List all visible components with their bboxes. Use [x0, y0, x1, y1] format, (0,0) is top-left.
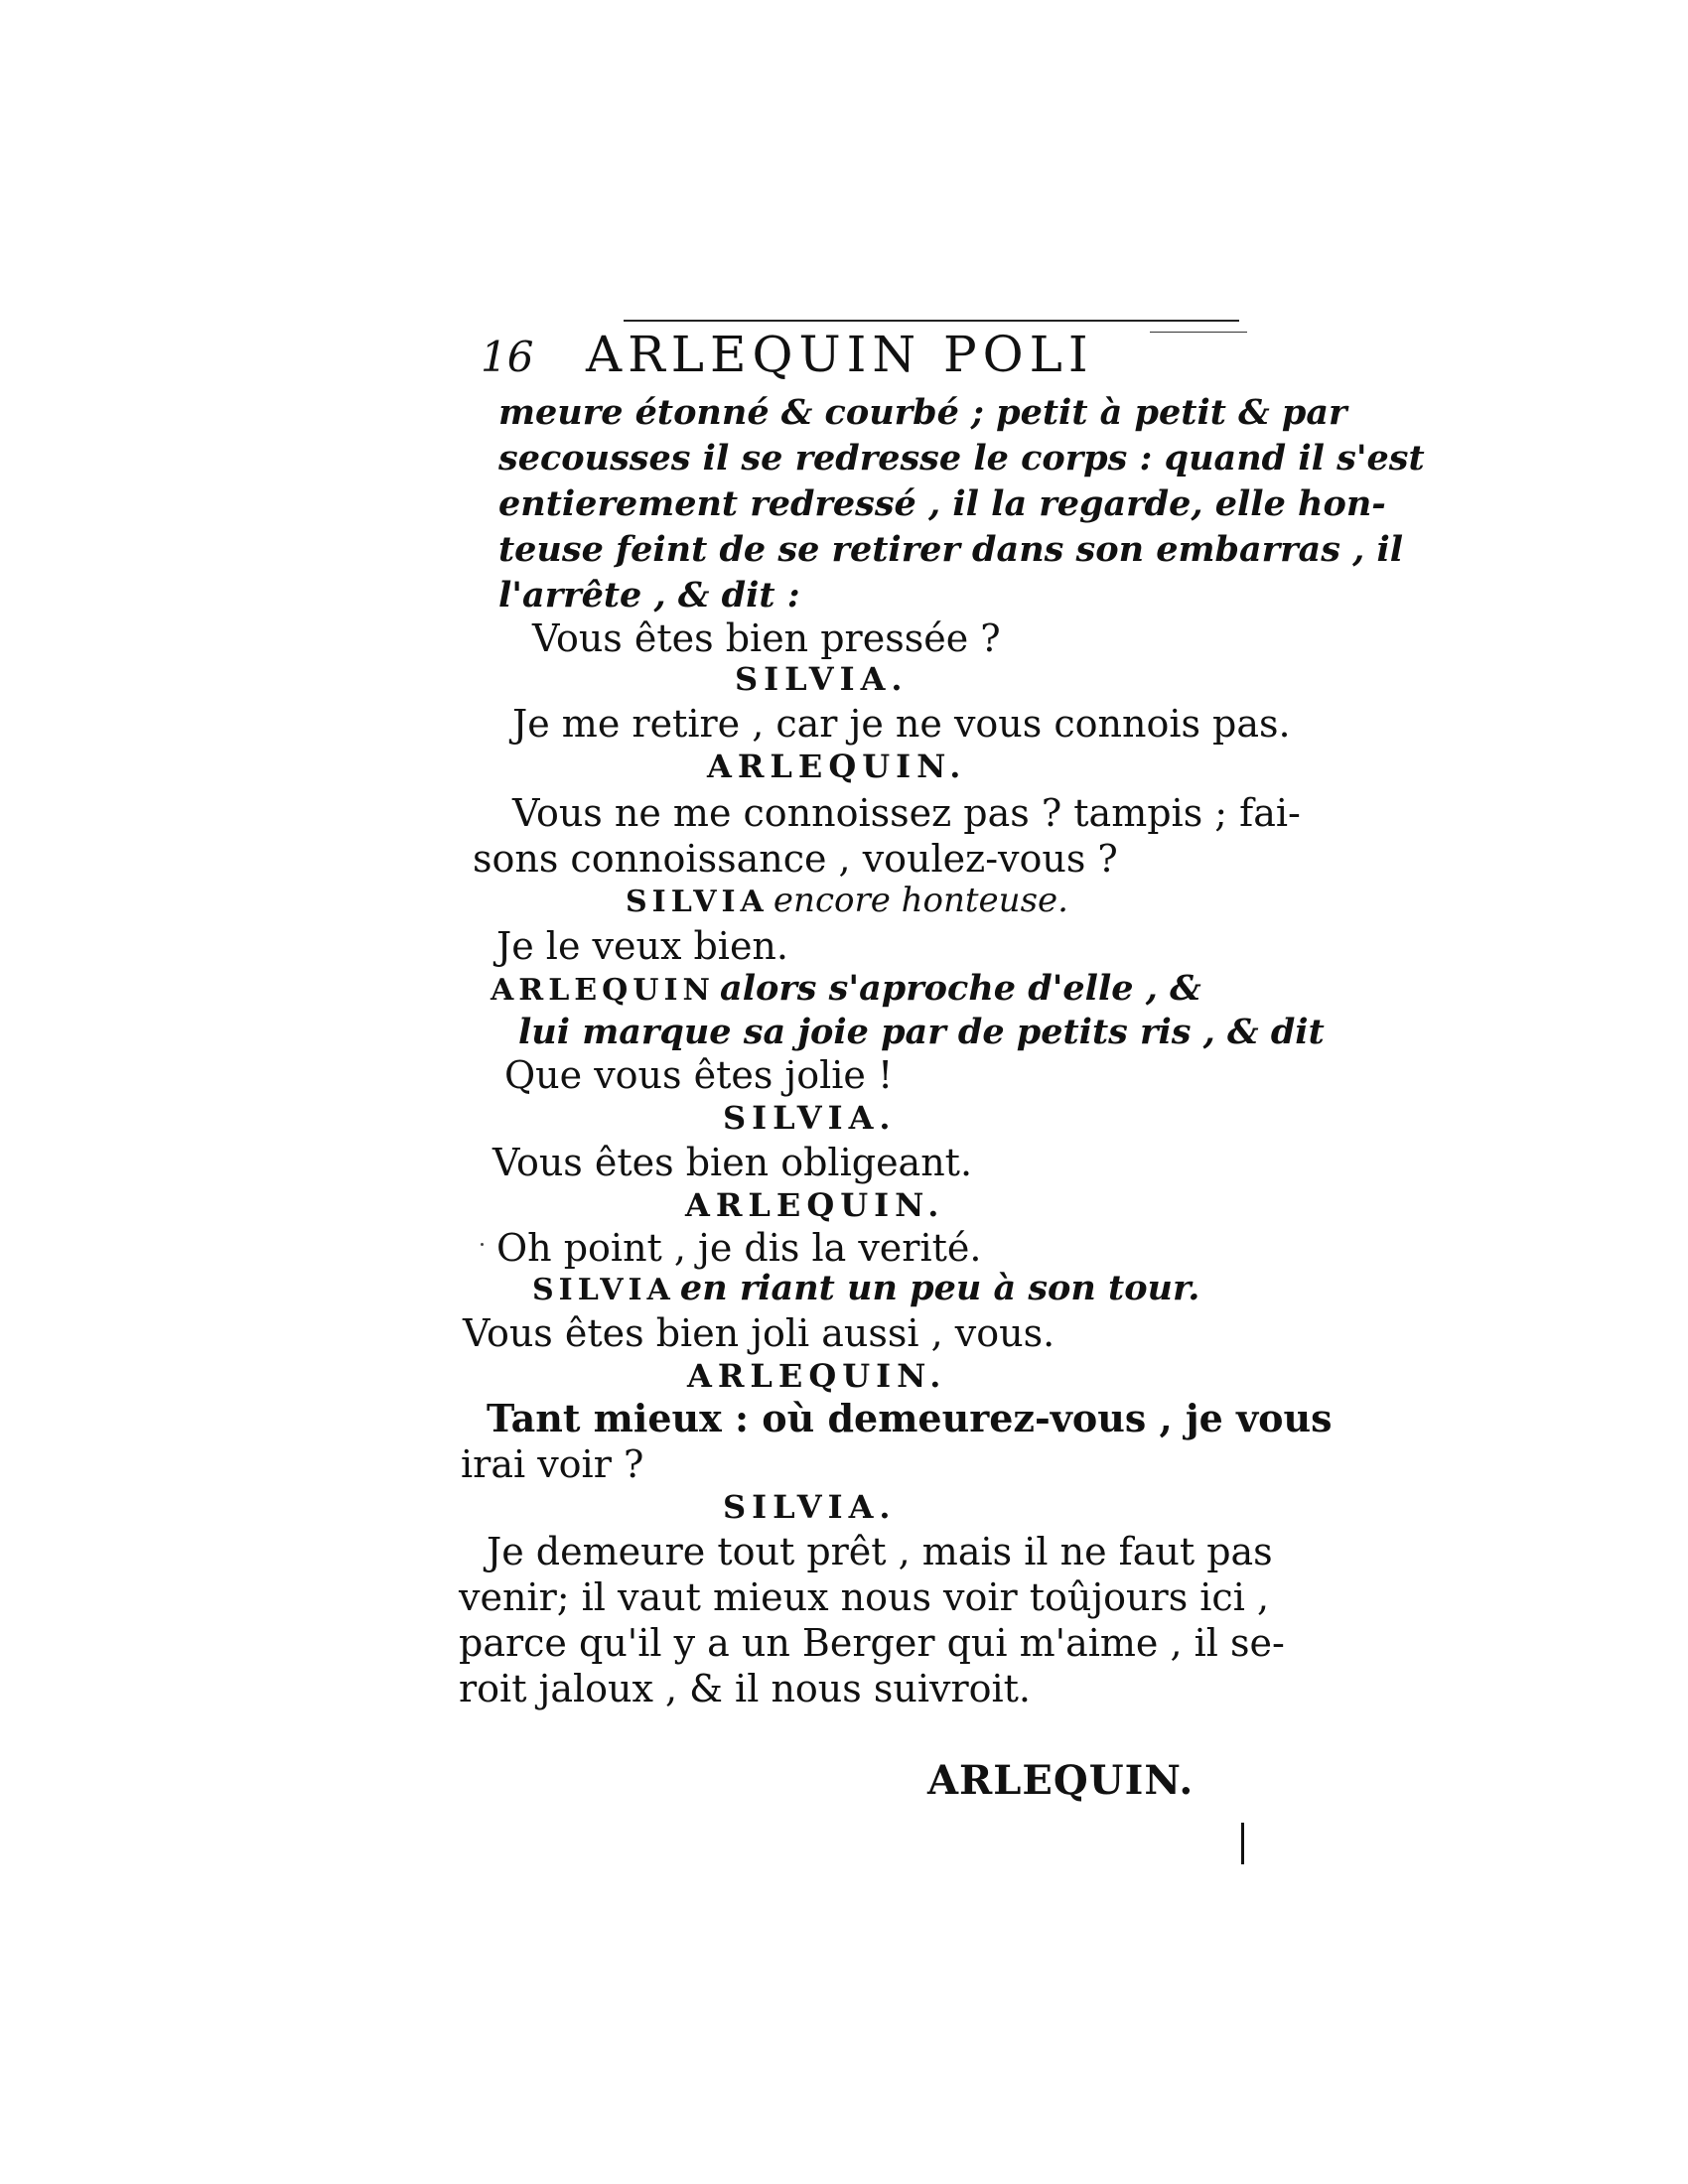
stage-direction-line: teuse feint de se retirer dans son embarras , il: [498, 529, 1404, 570]
speaker-name: SILVIA.: [735, 660, 909, 698]
header-rule-tail: [1150, 332, 1247, 333]
dialogue-line: Tant mieux : où demeurez-vous , je vous: [487, 1396, 1333, 1440]
speaker-name: ARLEQUIN.: [707, 748, 967, 785]
margin-mark: [1241, 1823, 1244, 1864]
stage-direction: en riant un peu à son tour.: [679, 1268, 1200, 1308]
dialogue-line: roit jaloux , & il nous suivroit.: [459, 1667, 1031, 1710]
dialogue-line: Que vous êtes jolie !: [504, 1053, 894, 1097]
speaker-name: ARLEQUIN.: [687, 1357, 947, 1395]
dialogue-line: Je le veux bien.: [496, 924, 788, 968]
speaker-name: ARLEQUIN: [491, 973, 715, 1008]
dialogue-line: irai voir ?: [461, 1442, 644, 1486]
stage-direction-line: secousses il se redresse le corps : quand il s'est: [498, 438, 1425, 478]
dialogue-line: Oh point , je dis la verité.: [496, 1226, 982, 1270]
dialogue-line: Je demeure tout prêt , mais il ne faut pas: [487, 1530, 1273, 1573]
stage-direction-line: entierement redressé , il la regarde, elle hon-: [498, 483, 1386, 524]
dialogue-line: Vous ne me connoissez pas ? tampis ; fai-: [512, 791, 1301, 835]
stage-direction: alors s'aproche d'elle , &: [720, 968, 1201, 1009]
speaker-name: SILVIA: [532, 1273, 675, 1307]
speaker-name: ARLEQUIN.: [685, 1186, 945, 1224]
speaker-with-direction: [626, 881, 1068, 920]
dialogue-line: Vous êtes bien joli aussi , vous.: [463, 1311, 1055, 1355]
running-title: ARLEQUIN POLI: [586, 326, 1094, 383]
speaker-with-direction: [532, 1268, 1200, 1308]
stage-direction-line: l'arrête , & dit :: [498, 575, 800, 615]
stage-direction: encore honteuse.: [773, 881, 1068, 920]
dialogue-line: Vous êtes bien obligeant.: [492, 1141, 973, 1184]
dialogue-line: parce qu'il y a un Berger qui m'aime , il se-: [459, 1621, 1285, 1665]
page-number: 16: [481, 333, 534, 381]
dialogue-line: Je me retire , car je ne vous connois pas.: [512, 702, 1291, 746]
stage-direction-line: lui marque sa joie par de petits ris , & dit: [518, 1012, 1325, 1052]
speaker-name: SILVIA.: [723, 1099, 897, 1137]
dialogue-line: sons connoissance , voulez-vous ?: [473, 837, 1118, 881]
stray-dot: [481, 1243, 484, 1246]
speaker-with-direction: [491, 968, 1201, 1009]
speaker-name: SILVIA: [626, 885, 769, 919]
stage-direction-line: meure étonné & courbé ; petit à petit & par: [498, 392, 1347, 433]
speaker-name: SILVIA.: [723, 1488, 897, 1526]
catchword: ARLEQUIN.: [927, 1757, 1195, 1804]
header-rule: [624, 320, 1239, 322]
dialogue-line: Vous êtes bien pressée ?: [532, 616, 1001, 660]
dialogue-line: venir; il vaut mieux nous voir toûjours ici ,: [459, 1575, 1270, 1619]
